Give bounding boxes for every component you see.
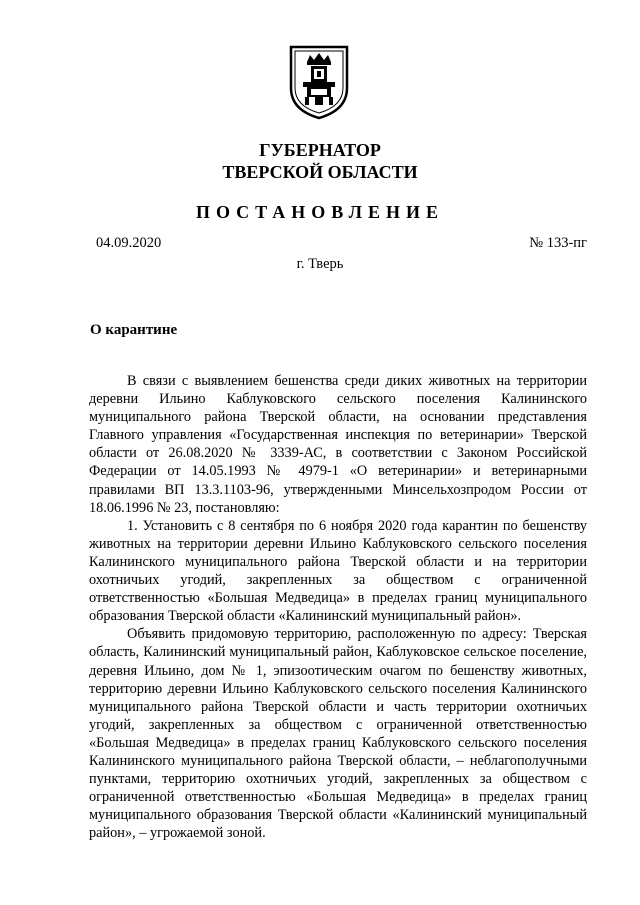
coat-of-arms-icon: [288, 44, 350, 120]
paragraph-preamble: В связи с выявлением бешенства среди диких животных на территории деревни Ильино Каблуковского сельского поселения Калининского муниципального района Тверской области, на основании представления Главного управления «Государственная инспекция по ветеринарии» Тверской области от 26.08.2020 № 3339-АС, в соответствии с Законом Российской Федерации от 14.05.1993 № 4979-1 «О ветеринарии» и ветеринарными правилами ВП 13.3.1103-96, утвержденными Минсельхозпродом России от 18.06.1996 № 23, постановляю:: [89, 373, 587, 516]
document-city: г. Тверь: [296, 256, 344, 272]
document-number: № 133-пг: [529, 235, 587, 251]
document-date: 04.09.2020: [96, 235, 162, 251]
document-type: ПОСТАНОВЛЕНИЕ: [195, 202, 445, 222]
issuer-title-line1: ГУБЕРНАТОР: [259, 140, 381, 160]
document-subject: О карантине: [90, 322, 178, 338]
issuer-title-line2: ТВЕРСКОЙ ОБЛАСТИ: [222, 162, 418, 182]
document-body: [89, 372, 587, 842]
paragraph-item-1: 1. Установить с 8 сентября по 6 ноября 2020 года карантин по бешенству животных на территории деревни Ильино Каблуковского сельского поселения Калининского муниципального района Тверской области и на территории охотничьих угодий, закрепленных за обществом с ограниченной ответственностью «Большая Медведица» в пределах границ муниципального образования Тверской области «Калининский муниципальный район».: [89, 517, 587, 625]
paragraph-declaration: Объявить придомовую территорию, расположенную по адресу: Тверская область, Калининский муниципальный район, Каблуковское сельское поселение, деревня Ильино, дом № 1, эпизоотическим очагом по бешенству животных, территорию деревни Ильино Каблуковского сельского поселения Калининского муниципального района Тверской области и часть территории охотничьих угодий, закрепленных за обществом с ограниченной ответственностью «Большая Медведица» в пределах границ Каблуковского сельского поселения Калининского муниципального района Тверской области, – неблагополучными пунктами, территорию охотничьих угодий, закрепленных за обществом с ограниченной ответственностью «Большая Медведица» в пределах границ муниципального образования Тверской области «Калининский муниципальный район», – угрожаемой зоной.: [89, 626, 587, 842]
